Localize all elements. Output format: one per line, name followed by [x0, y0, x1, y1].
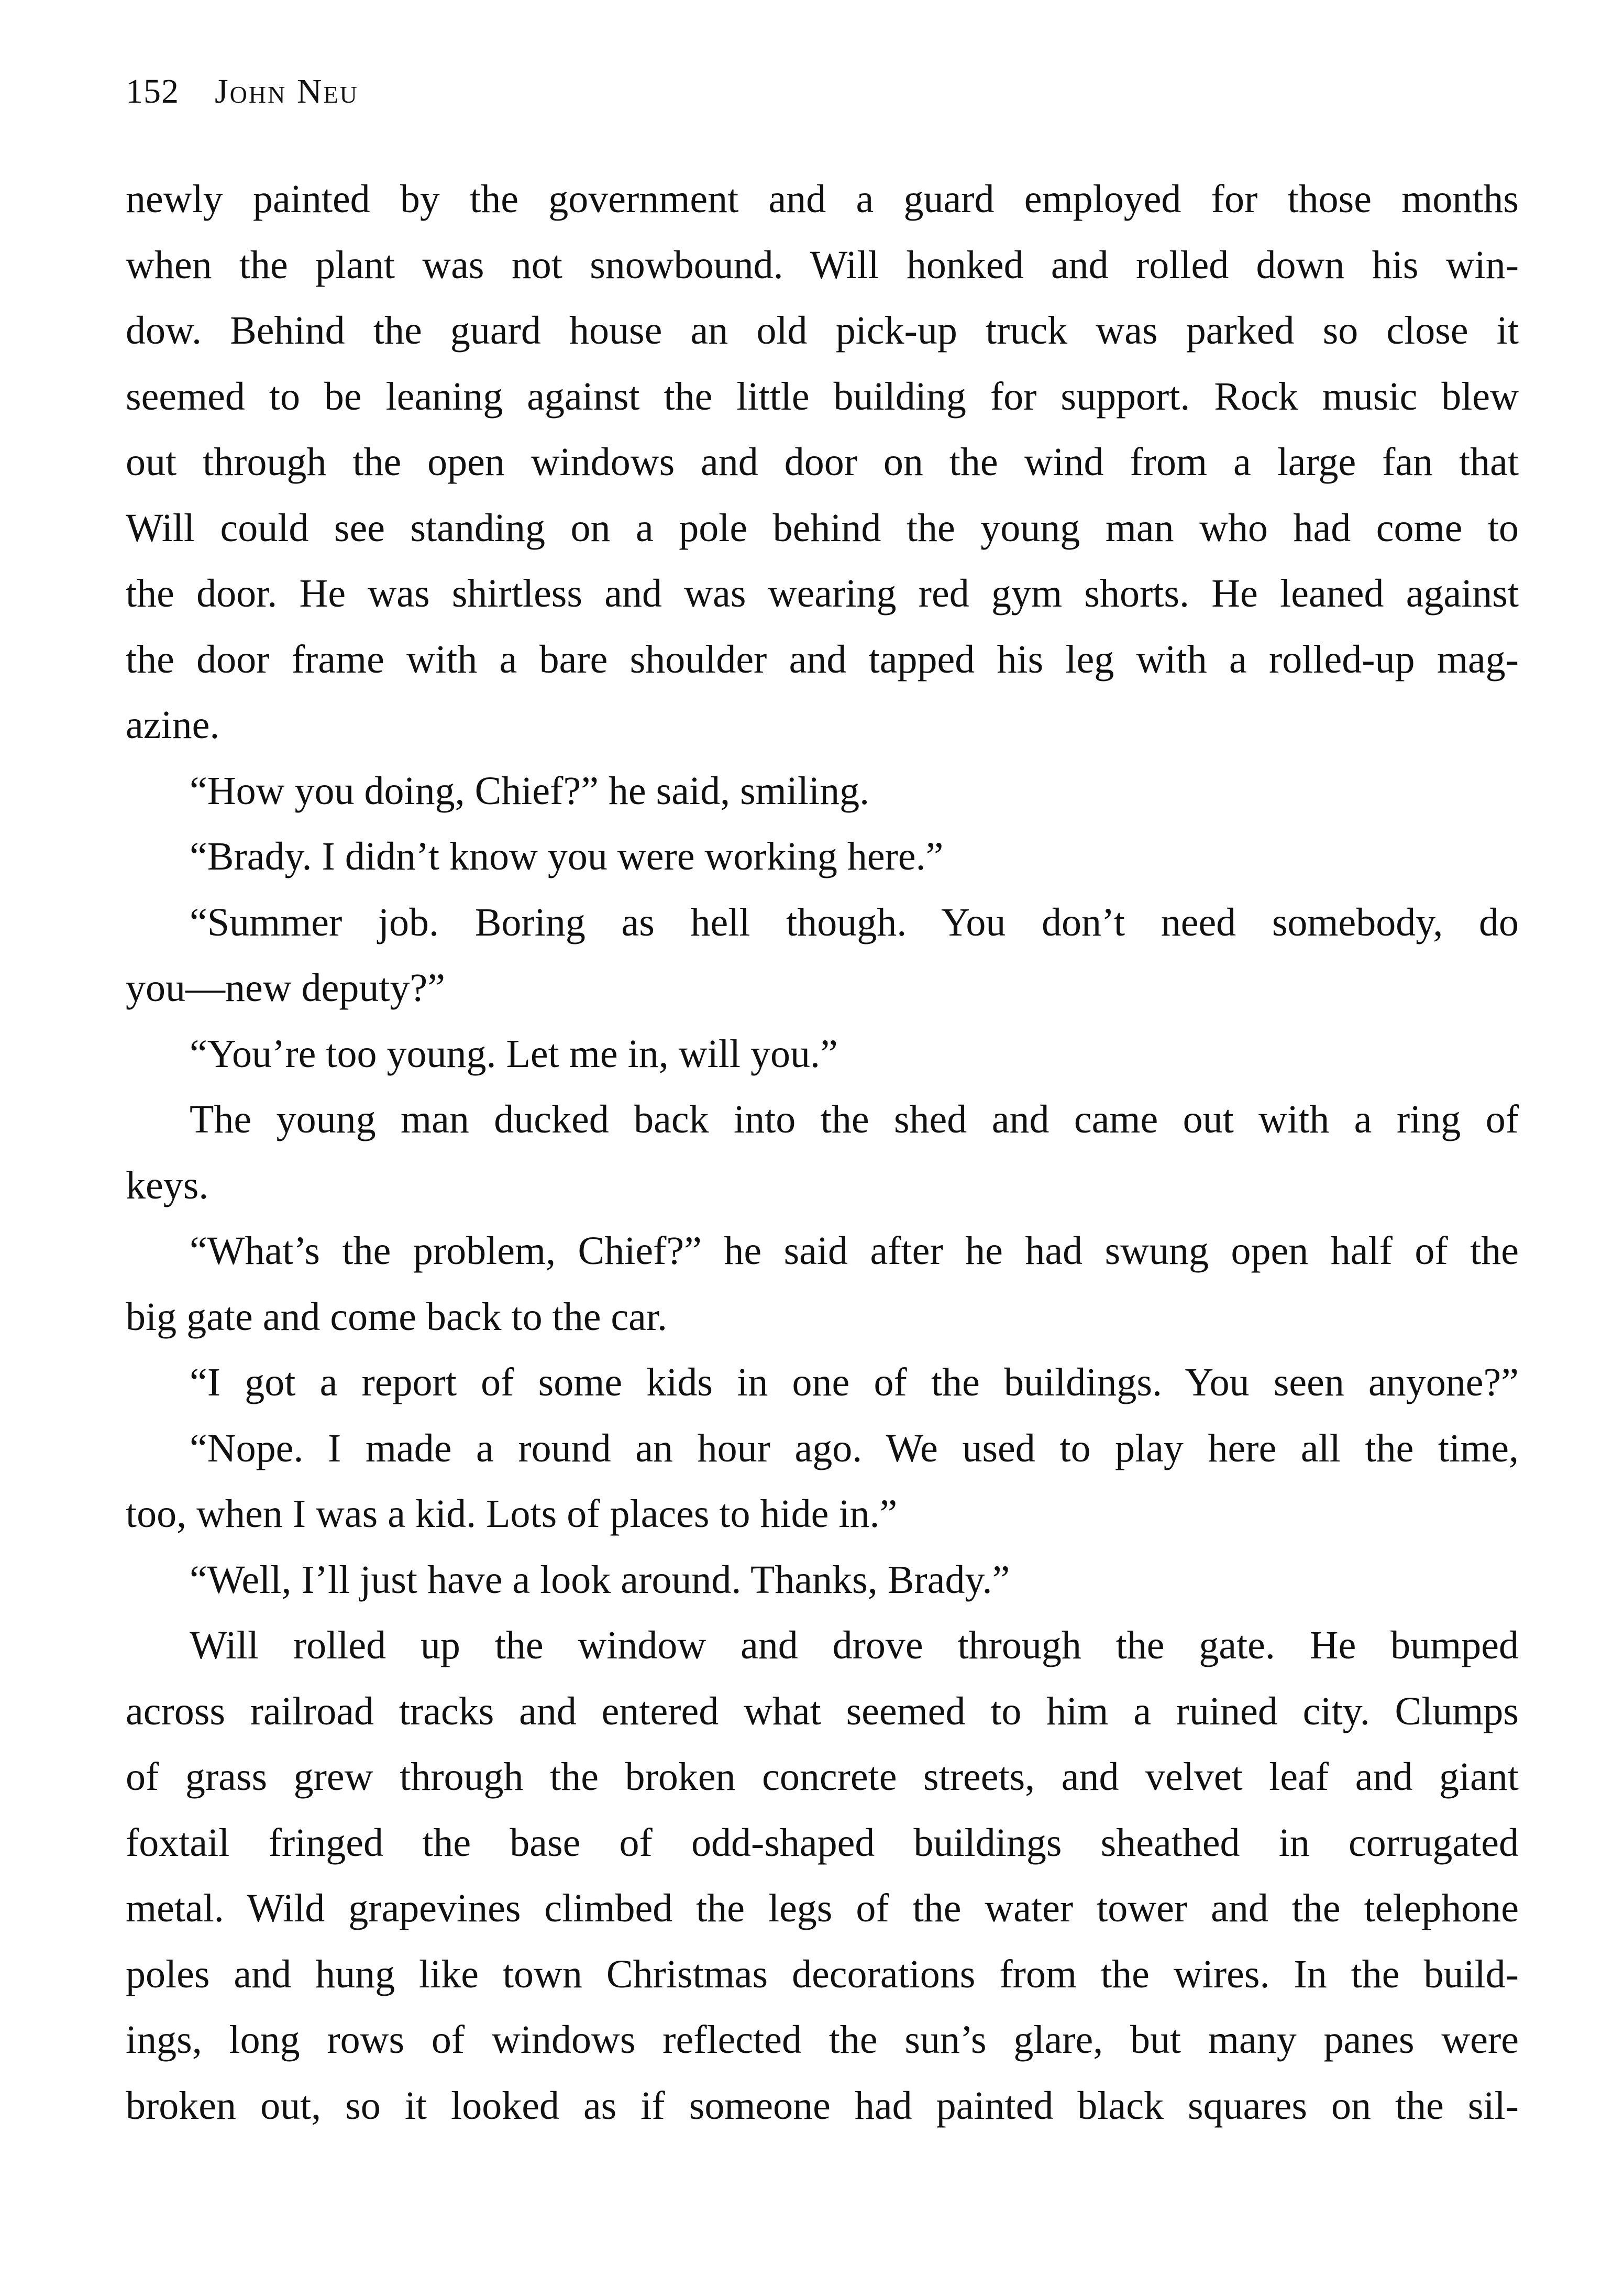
- text-line: “Summer job. Boring as hell though. You don’t need somebody, do: [190, 900, 1519, 944]
- text-line: azine.: [126, 703, 220, 747]
- text-line: foxtail fringed the base of odd-shaped buildings sheathed in corrugated: [126, 1820, 1519, 1865]
- text-line: poles and hung like town Christmas decorations from the wires. In the build-: [126, 1952, 1519, 1996]
- text-line: “Nope. I made a round an hour ago. We used to play here all the time,: [190, 1426, 1519, 1470]
- text-line: “What’s the problem, Chief?” he said after he had swung open half of the: [190, 1229, 1519, 1273]
- text-line: broken out, so it looked as if someone had painted black squares on the sil-: [126, 2083, 1519, 2128]
- text-line: seemed to be leaning against the little building for support. Rock music blew: [126, 374, 1519, 419]
- text-line: dow. Behind the guard house an old pick-up truck was parked so close it: [126, 309, 1519, 353]
- text-line: “How you doing, Chief?” he said, smiling.: [190, 768, 870, 813]
- text-line: The young man ducked back into the shed and came out with a ring of: [190, 1097, 1519, 1141]
- text-line: Will rolled up the window and drove through the gate. He bumped: [190, 1623, 1519, 1667]
- text-line: the door. He was shirtless and was wearing red gym shorts. He leaned against: [126, 571, 1519, 615]
- text-line: “I got a report of some kids in one of the buildings. You seen anyone?”: [190, 1360, 1519, 1404]
- text-line: newly painted by the government and a guard employed for those months: [126, 177, 1519, 221]
- text-line: “Brady. I didn’t know you were working here.”: [190, 834, 944, 878]
- text-line: “You’re too young. Let me in, will you.”: [190, 1031, 838, 1076]
- text-line: too, when I was a kid. Lots of places to hide in.”: [126, 1492, 898, 1536]
- text-line: ings, long rows of windows reflected the sun’s glare, but many panes were: [126, 2018, 1519, 2062]
- text-line: across railroad tracks and entered what seemed to him a ruined city. Clumps: [126, 1689, 1519, 1733]
- text-line: out through the open windows and door on the wind from a large fan that: [126, 440, 1519, 484]
- page-number: 152: [126, 72, 179, 111]
- text-line: Will could see standing on a pole behind the young man who had come to: [126, 505, 1519, 550]
- text-line: of grass grew through the broken concrete streets, and velvet leaf and giant: [126, 1755, 1519, 1799]
- text-line: when the plant was not snowbound. Will honked and rolled down his win-: [126, 243, 1519, 287]
- author-name: John Neu: [215, 72, 359, 111]
- text-line: “Well, I’ll just have a look around. Thanks, Brady.”: [190, 1557, 1010, 1602]
- text-line: big gate and come back to the car.: [126, 1294, 668, 1339]
- text-line: the door frame with a bare shoulder and tapped his leg with a rolled-up mag-: [126, 637, 1519, 681]
- body-text: [126, 167, 1519, 2139]
- text-line: keys.: [126, 1163, 209, 1207]
- text-line: you—new deputy?”: [126, 966, 445, 1010]
- running-head: [126, 68, 359, 115]
- text-line: metal. Wild grapevines climbed the legs of the water tower and the telephone: [126, 1886, 1519, 1930]
